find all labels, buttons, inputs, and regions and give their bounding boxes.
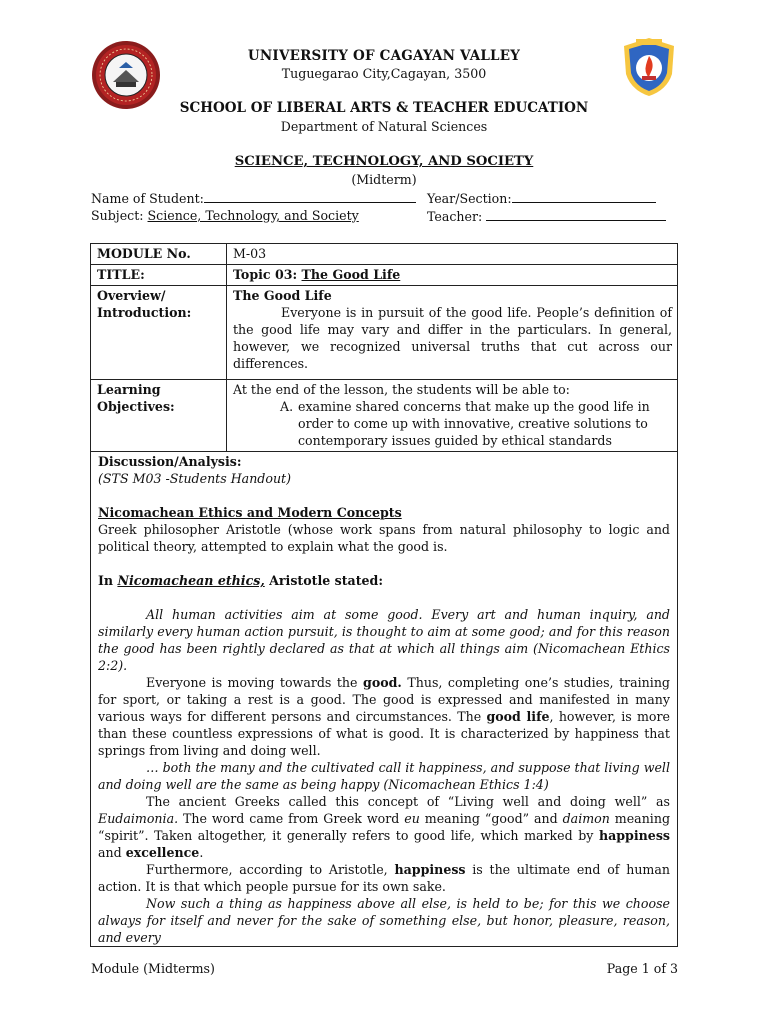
objective-text: examine shared concerns that make up the good life in order to come up with innovative, creative solutions to contemporary issues guided by ethical standards <box>298 399 650 448</box>
overview-label-line-2: Introduction: <box>97 305 192 320</box>
handout-reference: (STS M03 -Students Handout) <box>98 471 292 486</box>
module-table <box>90 243 678 947</box>
title-prefix: Topic 03: <box>233 267 302 282</box>
university-name: UNIVERSITY OF CAGAYAN VALLEY <box>247 48 521 64</box>
objectives-label <box>91 380 227 452</box>
subject-value: Science, Technology, and Society <box>147 208 359 223</box>
p1-d: good life <box>486 709 550 724</box>
teacher-field <box>427 208 666 224</box>
p2-j: excellence <box>125 845 200 860</box>
p3-a: Furthermore, according to Aristotle, <box>146 862 395 877</box>
year-section-label: Year/Section: <box>427 191 512 206</box>
p2-f: daimon <box>562 811 610 826</box>
objectives-content <box>227 380 678 452</box>
p2-a: The ancient Greeks called this concept of “Living well and doing well” as <box>146 794 670 809</box>
objective-marker: A. <box>280 399 294 414</box>
subject-label: Subject: <box>91 208 144 223</box>
course-title: SCIENCE, TECHNOLOGY, AND SOCIETY <box>234 154 534 169</box>
quote-3: Now such a thing as happiness above all else, is held to be; for this we choose always for itself and never for the sake of something else, but honor, pleasure, reason, and every <box>98 896 670 945</box>
discussion-content <box>91 452 678 947</box>
p1-e: , however, is more than these countless expressions of what is good. It is characterized by happiness that springs from living and doing well. <box>98 709 670 758</box>
overview-heading: The Good Life <box>233 288 332 303</box>
objectives-row <box>91 380 678 452</box>
p2-k: . <box>199 845 204 860</box>
p1-a: Everyone is moving towards the <box>146 675 364 690</box>
objectives-label-line-2: Objectives: <box>97 399 175 414</box>
year-section-field <box>427 190 656 206</box>
title-cell <box>227 265 678 286</box>
p2-c: The word came from Greek word <box>178 811 405 826</box>
paragraph-good <box>98 674 670 759</box>
intro-paragraph: Greek philosopher Aristotle (whose work spans from natural philosophy to logic and political theory, attempted to explain what the good is. <box>98 522 670 554</box>
objectives-list <box>233 398 672 449</box>
quote-2: … both the many and the cultivated call it happiness, and suppose that living well and doing well are the same as being happy (Nicomachean Ethics 1:4) <box>98 760 670 792</box>
paragraph-eudaimonia <box>98 793 670 861</box>
p1-c: Thus, completing one’s studies, training for sport, or taking a rest is a good. The good is expressed and manifested in many various ways for different persons and circumstances. The <box>98 675 670 724</box>
overview-content <box>227 286 678 380</box>
p2-h: happiness <box>598 828 670 843</box>
discussion-label: Discussion/Analysis: <box>98 454 242 469</box>
stated-suffix: Aristotle stated: <box>264 573 383 588</box>
student-name-blank <box>204 190 416 203</box>
objectives-label-line-1: Learning <box>97 382 161 397</box>
title-value: The Good Life <box>301 267 401 282</box>
aristotle-stated-line <box>98 572 670 589</box>
p2-d: eu <box>404 811 420 826</box>
student-name-field <box>91 190 416 206</box>
p2-e: meaning “good” and <box>419 811 563 826</box>
school-name: SCHOOL OF LIBERAL ARTS & TEACHER EDUCATION <box>179 100 589 116</box>
overview-label <box>91 286 227 380</box>
overview-row <box>91 286 678 380</box>
p3-c: is the ultimate end of human action. It is that which people pursue for its own sake. <box>98 862 670 894</box>
module-no-row <box>91 244 678 265</box>
stated-work-title: Nicomachean ethics, <box>117 573 265 588</box>
p2-i: and <box>98 845 126 860</box>
footer-left: Module (Midterms) <box>91 961 215 976</box>
objective-item <box>280 398 672 449</box>
teacher-label: Teacher: <box>427 209 483 224</box>
p2-g: meaning “spirit”. Taken altogether, it generally refers to good life, which marked by <box>98 811 671 843</box>
footer-right: Page 1 of 3 <box>606 961 678 976</box>
term-label: (Midterm) <box>351 172 417 187</box>
section-heading: Nicomachean Ethics and Modern Concepts <box>98 505 402 520</box>
quote-1: All human activities aim at some good. Every art and human inquiry, and similarly every human action pursuit, is thought to aim at some good; and for this reason the good has been rightly declared as that at which all things aim (Nicomachean Ethics 2:2). <box>98 607 670 673</box>
overview-text: Everyone is in pursuit of the good life. People’s definition of the good life may vary and differ in the particulars. In general, however, we recognized universal truths that cut across our differences. <box>233 305 672 371</box>
overview-label-line-1: Overview/ <box>97 288 166 303</box>
year-section-blank <box>512 190 656 203</box>
module-no-value: M-03 <box>227 244 678 265</box>
discussion-row <box>91 452 678 947</box>
p1-b: good. <box>363 675 402 690</box>
subject-field <box>91 208 359 223</box>
department-name: Department of Natural Sciences <box>280 119 488 134</box>
university-address: Tuguegarao City,Cagayan, 3500 <box>281 66 487 81</box>
title-label: TITLE: <box>91 265 227 286</box>
module-no-label: MODULE No. <box>91 244 227 265</box>
paragraph-happiness <box>98 861 670 895</box>
p3-b: happiness <box>394 862 466 877</box>
stated-prefix: In <box>98 573 118 588</box>
teacher-blank <box>486 208 666 221</box>
p2-b: Eudaimonia. <box>98 811 179 826</box>
title-row <box>91 265 678 286</box>
objectives-intro: At the end of the lesson, the students will be able to: <box>233 382 570 397</box>
student-name-label: Name of Student: <box>91 191 204 206</box>
